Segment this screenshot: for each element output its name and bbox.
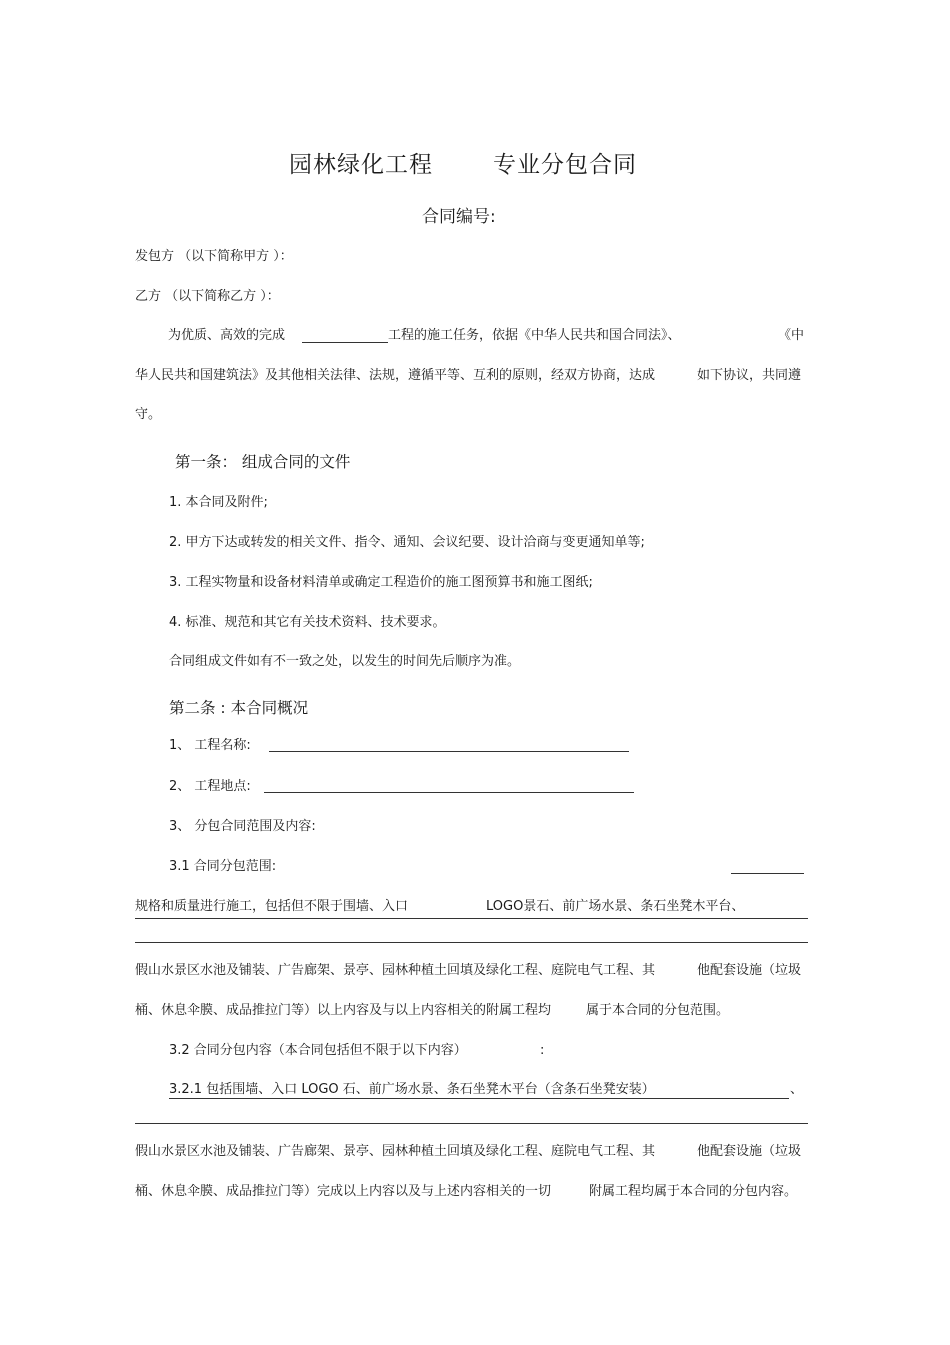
intro-line-1a: 为优质、高效的完成 [168,328,286,343]
section-3-1-line-4a: 桶、休息伞膜、成品推拉门等）以上内容及与以上内容相关的附属工程均 [135,1003,552,1018]
project-location-label: 2、 工程地点: [169,779,251,794]
page-title-part-2: 专业分包合同 [493,152,637,178]
project-name-label: 1、 工程名称: [169,738,251,753]
section-3-2-1-text: 3.2.1 包括围墙、入口 LOGO 石、前广场水景、条石坐凳木平台（含条石坐凳安装） [169,1082,655,1097]
party-b-label: 乙方 （以下简称乙方 ）： [135,289,280,304]
scope-blank [731,873,804,874]
article-1-heading: 第一条： 组成合同的文件 [175,453,351,471]
party-a-label: 发包方 （以下简称甲方 ）： [135,249,293,264]
scope-heading: 3、 分包合同范围及内容: [169,819,316,834]
page-title-part-1: 园林绿化工程 [289,152,433,178]
section-3-1-line-3a: 假山水景区水池及铺装、广告廊架、景亭、园林种植土回填及绿化工程、庭院电气工程、其 [135,963,656,978]
section-3-2-1-tail: 、 [790,1082,804,1097]
section-3-2-line-3a: 桶、休息伞膜、成品推拉门等）完成以上内容以及与上述内容相关的一切 [135,1184,552,1199]
intro-line-2b: 如下协议，共同遵 [697,368,802,383]
contract-number-label: 合同编号: [422,207,496,227]
underline-1 [135,918,808,919]
article-1-item-3: 3. 工程实物量和设备材料清单或确定工程造价的施工图预算书和施工图纸; [169,575,593,590]
intro-line-3: 守。 [135,407,162,422]
article-1-item-1: 1. 本合同及附件; [169,495,268,510]
intro-line-1c: 《中 [778,328,805,343]
project-location-field [264,792,634,793]
section-3-2-1-underline [169,1098,789,1099]
section-3-2-line-3b: 附属工程均属于本合同的分包内容。 [589,1184,798,1199]
underline-3 [135,1123,808,1124]
intro-line-1b: 工程的施工任务，依据《中华人民共和国合同法》、 [388,328,681,343]
section-3-1-line-4b: 属于本合同的分包范围。 [586,1003,730,1018]
article-1-item-2: 2. 甲方下达或转发的相关文件、指令、通知、会议纪要、设计洽商与变更通知单等; [169,535,645,550]
section-3-2-colon: : [540,1043,545,1058]
section-3-1-label: 3.1 合同分包范围: [169,859,277,874]
section-3-2-line-2b: 他配套设施（垃圾 [697,1144,802,1159]
section-3-2-label: 3.2 合同分包内容（本合同包括但不限于以下内容） [169,1043,467,1058]
intro-line-2a: 华人民共和国建筑法》及其他相关法律、法规，遵循平等、互利的原则，经双方协商，达成 [135,368,656,383]
section-3-2-line-2a: 假山水景区水池及铺装、广告廊架、景亭、园林种植土回填及绿化工程、庭院电气工程、其 [135,1144,656,1159]
article-1-item-4: 4. 标准、规范和其它有关技术资料、技术要求。 [169,615,446,630]
section-3-1-line-1a: 规格和质量进行施工，包括但不限于围墙、入口 [135,899,409,914]
section-3-1-line-1b: LOGO景石、前广场水景、条石坐凳木平台、 [486,899,745,914]
project-name-blank [302,342,388,343]
project-name-field [269,751,629,752]
underline-2 [135,942,808,943]
article-1-note: 合同组成文件如有不一致之处，以发生的时间先后顺序为准。 [169,654,521,669]
article-2-heading: 第二条 : 本合同概况 [169,699,309,717]
section-3-1-line-3b: 他配套设施（垃圾 [697,963,802,978]
